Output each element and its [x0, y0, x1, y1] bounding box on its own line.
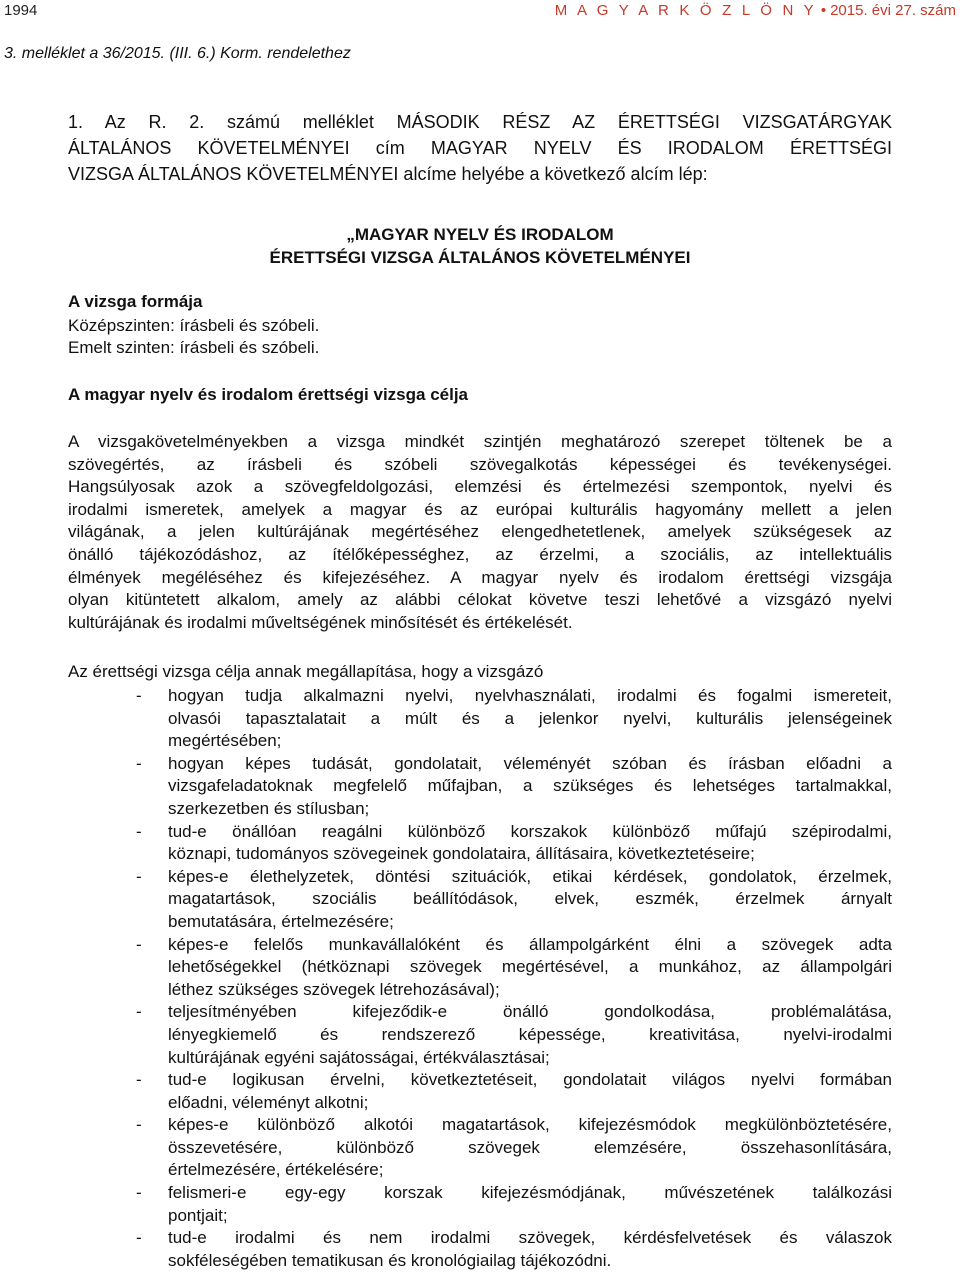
list-dash: - — [136, 934, 142, 954]
list-item-line: magatartások, szociális beállítódások, elvek, eszmék, érzelmek árnyalt — [168, 889, 892, 909]
gazette-name: M A G Y A R K Ö Z L Ö N Y — [554, 2, 817, 19]
list-item-line: képes-e felelős munkavállalóként és állampolgárként élni a szövegek adta — [168, 934, 892, 954]
list-item-line: léthez szükséges szövegek létrehozásával); — [168, 979, 500, 999]
text-line: 1. Az R. 2. számú melléklet MÁSODIK RÉSZ AZ ÉRETTSÉGI VIZSGATÁRGYAK — [68, 112, 892, 132]
list-dash: - — [136, 1070, 142, 1090]
goal-list-item — [68, 866, 892, 934]
document-title-line-2: ÉRETTSÉGI VIZSGA ÁLTALÁNOS KÖVETELMÉNYEI — [269, 248, 691, 267]
text-line: VIZSGA ÁLTALÁNOS KÖVETELMÉNYEI alcíme helyébe a következő alcím lép: — [68, 164, 708, 184]
amendment-paragraph — [68, 109, 892, 187]
list-item-line: teljesítményében kifejeződik-e önálló gondolkodása, problémalátása, — [168, 1002, 892, 1022]
list-dash: - — [136, 866, 142, 886]
list-item-line: kultúrájának egyéni sajátosságai, értékválasztásai; — [168, 1047, 550, 1067]
goal-list-item — [68, 753, 892, 821]
list-item-line: bemutatására, értelmezésére; — [168, 911, 394, 931]
list-item-line: hogyan képes tudását, gondolatait, véleményét szóban és írásban előadni a — [168, 753, 892, 773]
purpose-paragraph — [68, 431, 892, 634]
text-line: A vizsgakövetelményekben a vizsga mindkét szintjén meghatározó szerepet töltenek be a — [68, 432, 892, 451]
goal-list-item — [68, 685, 892, 753]
list-dash: - — [136, 753, 142, 773]
list-item-line: előadni, véleményt alkotni; — [168, 1092, 369, 1112]
list-item-line: olvasói tapasztalatait a múlt és a jelenkor nyelvi, kulturális jelenségeinek — [168, 708, 892, 728]
document-title-line-1: „MAGYAR NYELV ÉS IRODALOM — [346, 225, 614, 244]
list-item-line: megértésében; — [168, 731, 282, 751]
list-item-line: összevetésére, különböző szövegek elemzésére, összehasonlítására, — [168, 1137, 892, 1157]
text-line: olyan kitüntetett alkalom, amely az alábbi célokat követve teszi lehetővé a vizsgázó nyelvi — [68, 590, 892, 610]
mid-level-text: Középszinten: írásbeli és szóbeli. — [68, 316, 320, 335]
text-line: Hangsúlyosak azok a szövegfeldolgozási, elemzési és értelmezési szempontok, nyelvi és — [68, 477, 892, 497]
list-item-line: tud-e önállóan reagálni különböző korszakok különböző műfajú szépirodalmi, — [168, 821, 892, 841]
list-item-line: sokféleségében tematikusan és kronológiailag tájékozódni. — [168, 1250, 612, 1270]
list-item-line: tud-e irodalmi és nem irodalmi szövegek, kérdésfelvetések és válaszok — [168, 1228, 892, 1248]
list-dash: - — [136, 686, 142, 705]
text-line: kultúrájának és irodalmi műveltségének minősítését és értékelését. — [68, 612, 573, 632]
goal-intro: Az érettségi vizsga célja annak megállapítása, hogy a vizsgázó — [68, 662, 544, 681]
goal-list-item — [68, 1227, 892, 1272]
goal-list-item — [68, 1182, 892, 1227]
list-item-line: felismeri-e egy-egy korszak kifejezésmódjának, művészetének találkozási — [168, 1183, 892, 1203]
exam-form-heading: A vizsga formája — [68, 292, 203, 311]
issue-number: 2015. évi 27. szám — [830, 2, 956, 19]
list-dash: - — [136, 1183, 142, 1203]
list-item-line: tud-e logikusan érvelni, következtetéseit, gondolatait világos nyelvi formában — [168, 1070, 892, 1090]
goal-list-item — [68, 821, 892, 866]
list-item-line: lehetőségekkel (hétköznapi szövegek megértésével, a munkához, az állampolgári — [168, 957, 892, 977]
text-line: élmények megéléséhez és kifejezéséhez. A magyar nyelv és irodalom érettségi vizsgája — [68, 567, 892, 587]
list-item-line: lényegkiemelő és rendszerező képessége, kreativitása, nyelvi-irodalmi — [168, 1024, 892, 1044]
list-dash: - — [136, 821, 142, 841]
annex-reference: 3. melléklet a 36/2015. (III. 6.) Korm. rendelethez — [4, 45, 351, 62]
list-dash: - — [136, 1002, 142, 1022]
list-item-line: vizsgafeladatoknak megfelelő műfajban, a szükséges és lehetséges tartalmakkal, — [168, 776, 892, 796]
list-dash: - — [136, 1228, 142, 1248]
purpose-heading: A magyar nyelv és irodalom érettségi vizsga célja — [68, 385, 468, 404]
list-item-line: pontjait; — [168, 1205, 228, 1225]
goal-list-item — [68, 934, 892, 1002]
running-header — [555, 2, 956, 19]
text-line: irodalmi ismeretek, amelyek a magyar és az európai kulturális hagyomány mellett a jelen — [68, 499, 892, 519]
text-line: világának, a jelen kultúrájának megértéséhez elengedhetetlenek, amelyek szükségesek az — [68, 522, 892, 542]
goal-list-item — [68, 1001, 892, 1069]
list-item-line: képes-e élethelyzetek, döntési szituációk, etikai kérdések, gondolatok, érzelmek, — [168, 866, 892, 886]
list-item-line: szerkezetben és stílusban; — [168, 798, 370, 818]
list-item-line: képes-e különböző alkotói magatartások, kifejezésmódok megkülönböztetésére, — [168, 1115, 892, 1135]
list-item-line: köznapi, tudományos szövegeinek gondolataira, állításaira, következtetéseire; — [168, 844, 755, 864]
goal-list — [68, 685, 892, 1272]
goal-list-item — [68, 1069, 892, 1114]
text-line: szövegértés, az írásbeli és szóbeli szövegalkotás képességei és tevékenységei. — [68, 454, 892, 474]
list-dash: - — [136, 1115, 142, 1135]
text-line: ÁLTALÁNOS KÖVETELMÉNYEI cím MAGYAR NYELV ÉS IRODALOM ÉRETTSÉGI — [68, 138, 892, 158]
list-item-line: hogyan tudja alkalmazni nyelvi, nyelvhasználati, irodalmi és fogalmi ismereteit, — [168, 686, 892, 705]
text-line: önálló tájékozódáshoz, az ítélőképességhez, az érzelmi, a szociális, az intellektuális — [68, 544, 892, 564]
list-item-line: értelmezésére, értékelésére; — [168, 1160, 384, 1180]
page-number: 1994 — [4, 2, 38, 19]
header-bullet: • — [820, 2, 827, 19]
advanced-level-text: Emelt szinten: írásbeli és szóbeli. — [68, 338, 320, 357]
goal-list-item — [68, 1114, 892, 1182]
